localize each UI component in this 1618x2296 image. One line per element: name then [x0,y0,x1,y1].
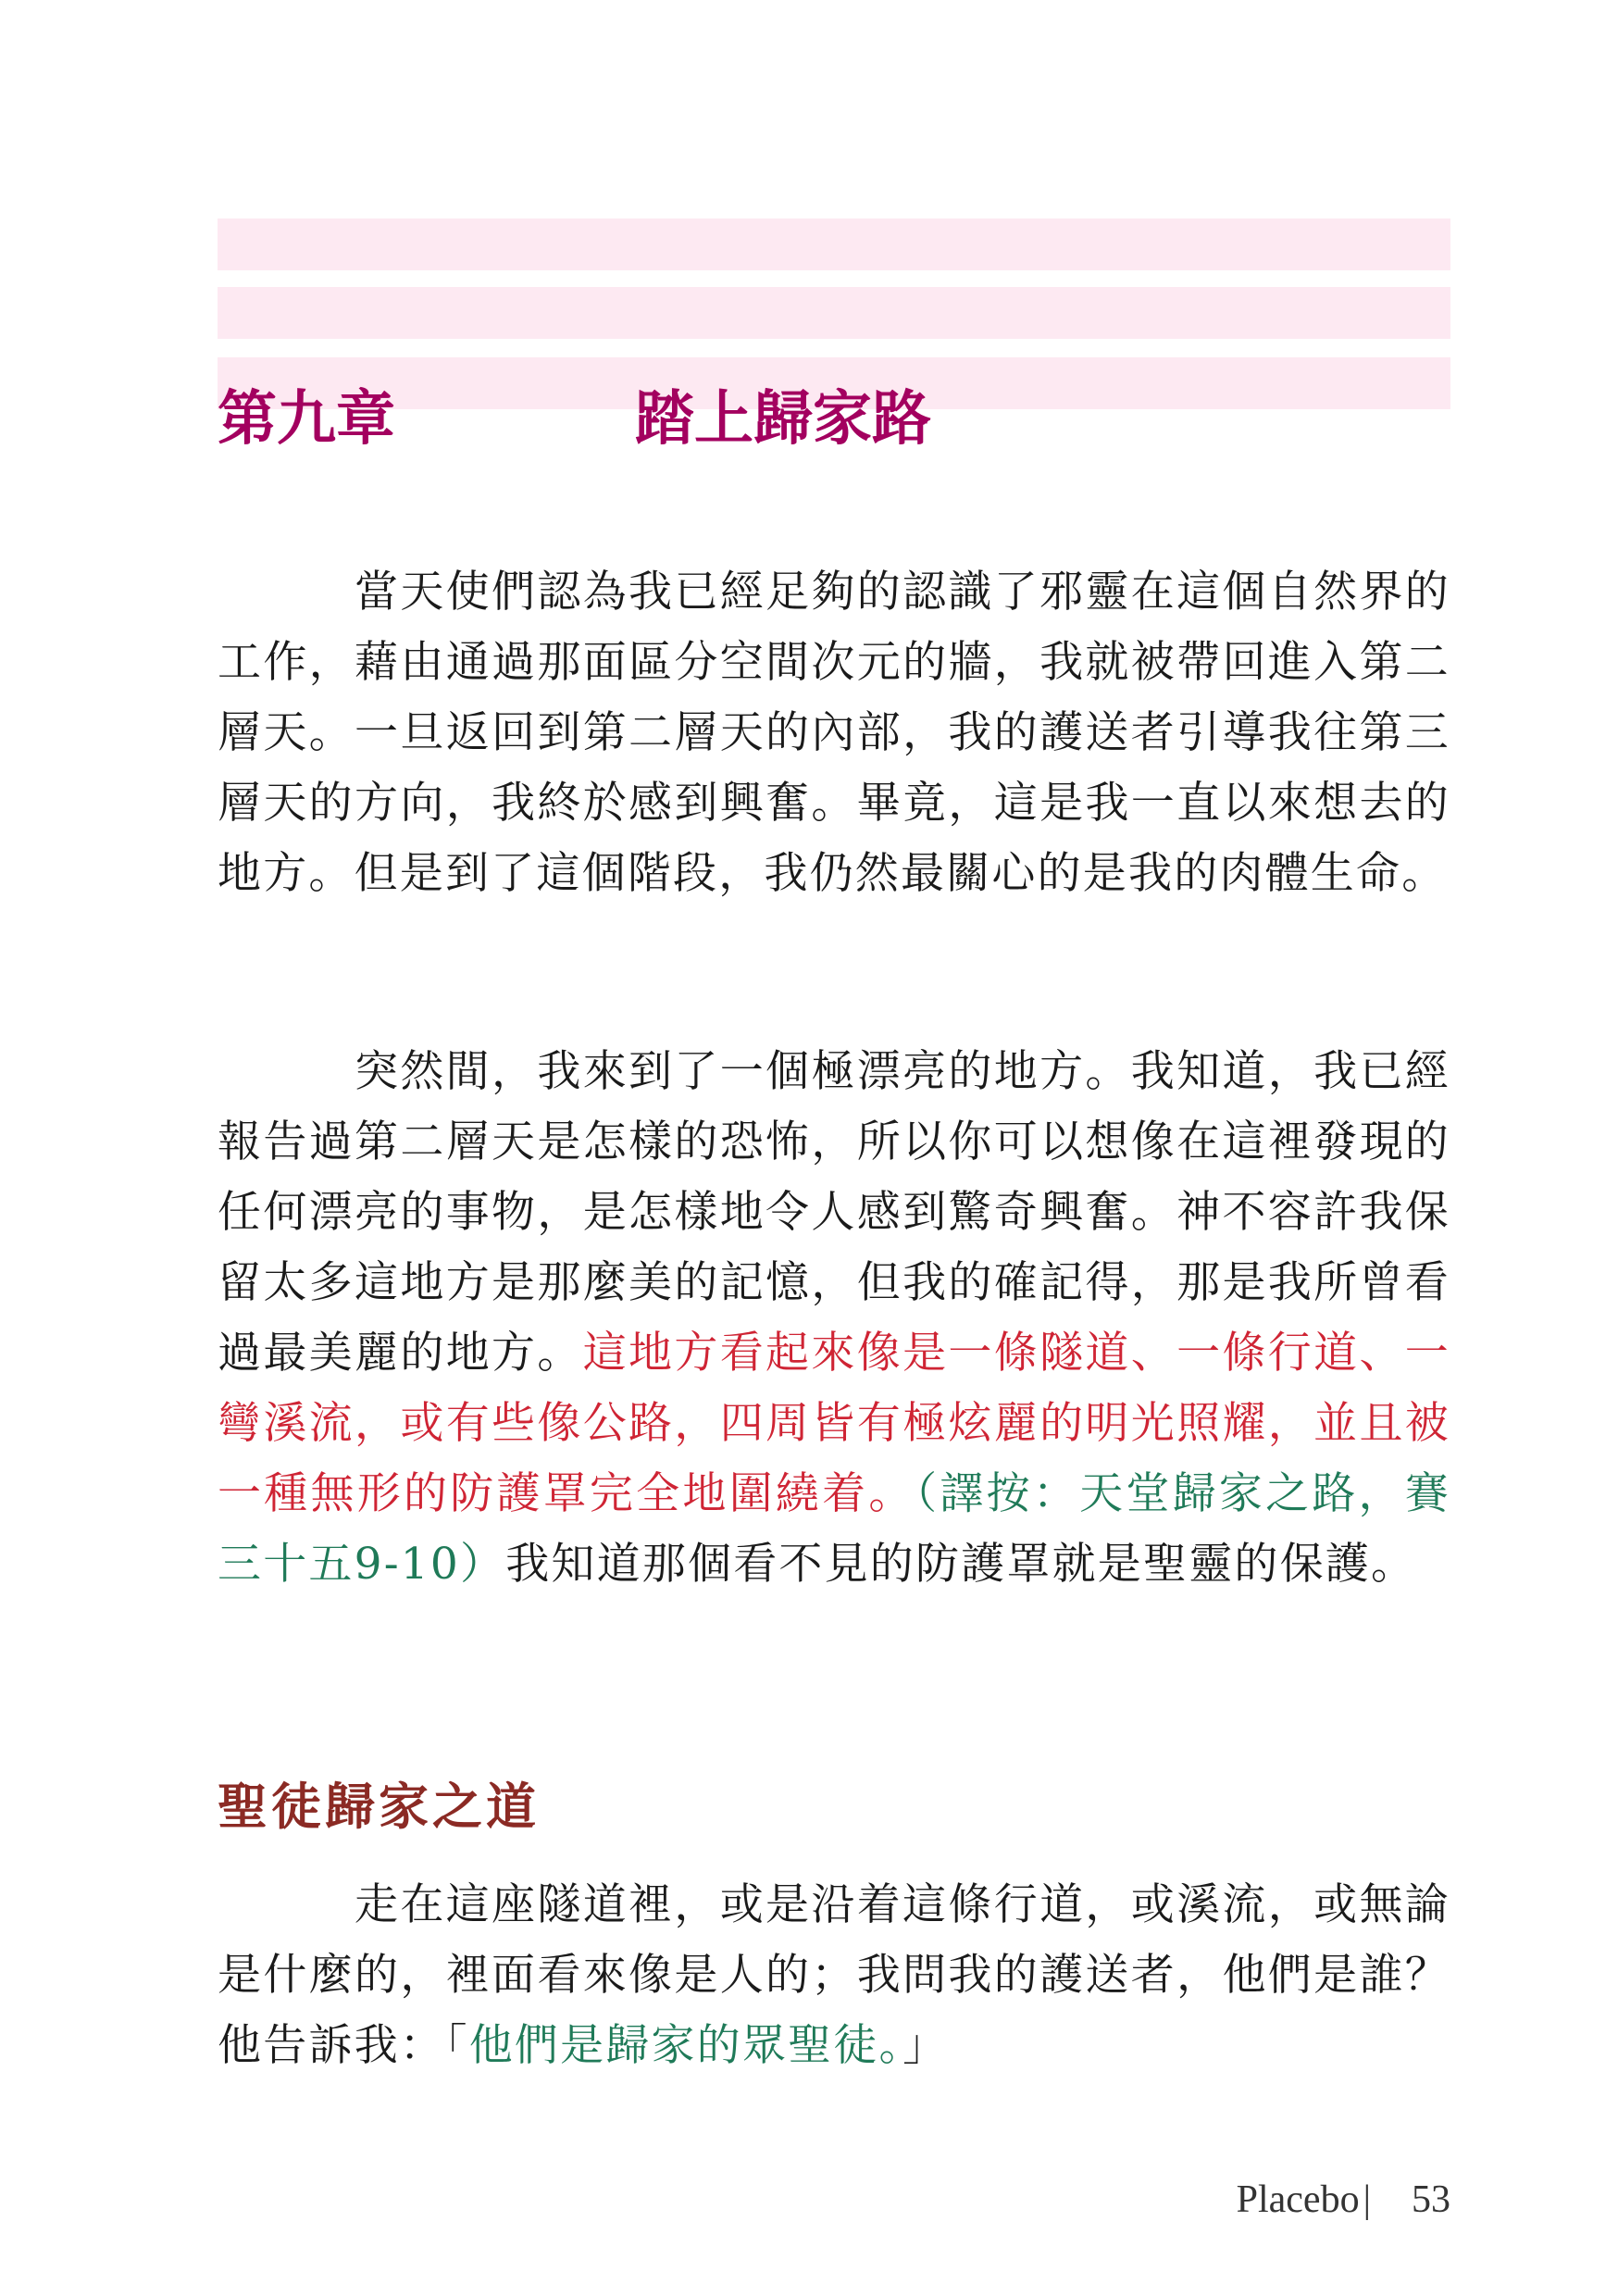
section-heading: 聖徒歸家之道 [218,1776,540,1836]
paragraph-2-text: 突然間，我來到了一個極漂亮的地方。我知道，我已經報告過第二層天是怎樣的恐怖，所以你可以想像在這裡發現的任何漂亮的事物，是怎樣地令人感到驚奇興奮。神不容許我保留太多這地方是那麼美的記憶，但我的確記得，那是我所曾看過最美麗的地方。 [218,1046,1450,1379]
chapter-title: 踏上歸家路 [635,384,931,454]
chapter-number: 第九章 [218,384,395,454]
paragraph-3-text: 走在這座隧道裡，或是沿着這條行道，或溪流，或無論是什麼的，裡面看來像是人的；我問我的護送者，他們是誰？他告訴我：「 [218,1879,1450,2071]
paragraph-2-closing: 我知道那個看不見的防護罩就是聖靈的保護。 [505,1539,1417,1590]
chapter-heading [218,382,1450,456]
footer-book-title: Placebo [1236,2178,1360,2221]
highlighted-quote: 這地方看起來像是一條隧道、一條行道、一彎溪流，或有些像公路，四周皆有極炫麗的明光照耀，並且被一種無形的防護罩完全地圍繞着。 [218,1328,1450,1519]
page-footer [1237,2174,1450,2226]
page-number: 53 [1412,2178,1450,2221]
saints-quote: 他們是歸家的眾聖徒。 [468,2020,903,2071]
body-paragraph-2 [218,1037,1450,1600]
body-paragraph-1: 當天使們認為我已經足夠的認識了邪靈在這個自然界的工作，藉由通過那面區分空間次元的牆，我就被帶回進入第二層天。一旦返回到第二層天的內部，我的護送者引導我往第三層天的方向，我終於感到興奮。畢竟，這是我一直以來想去的地方。但是到了這個階段，我仍然最關心的是我的肉體生命。 [218,567,1450,899]
body-paragraph-3 [218,1870,1450,2081]
translator-note: （譯按：天堂歸家之路，賽三十五9-10） [218,1468,1451,1590]
heading-band-top [218,218,1450,270]
heading-band-middle [218,287,1450,339]
footer-separator: | [1363,2178,1371,2221]
paragraph-3-closing: 」 [902,2020,949,2071]
